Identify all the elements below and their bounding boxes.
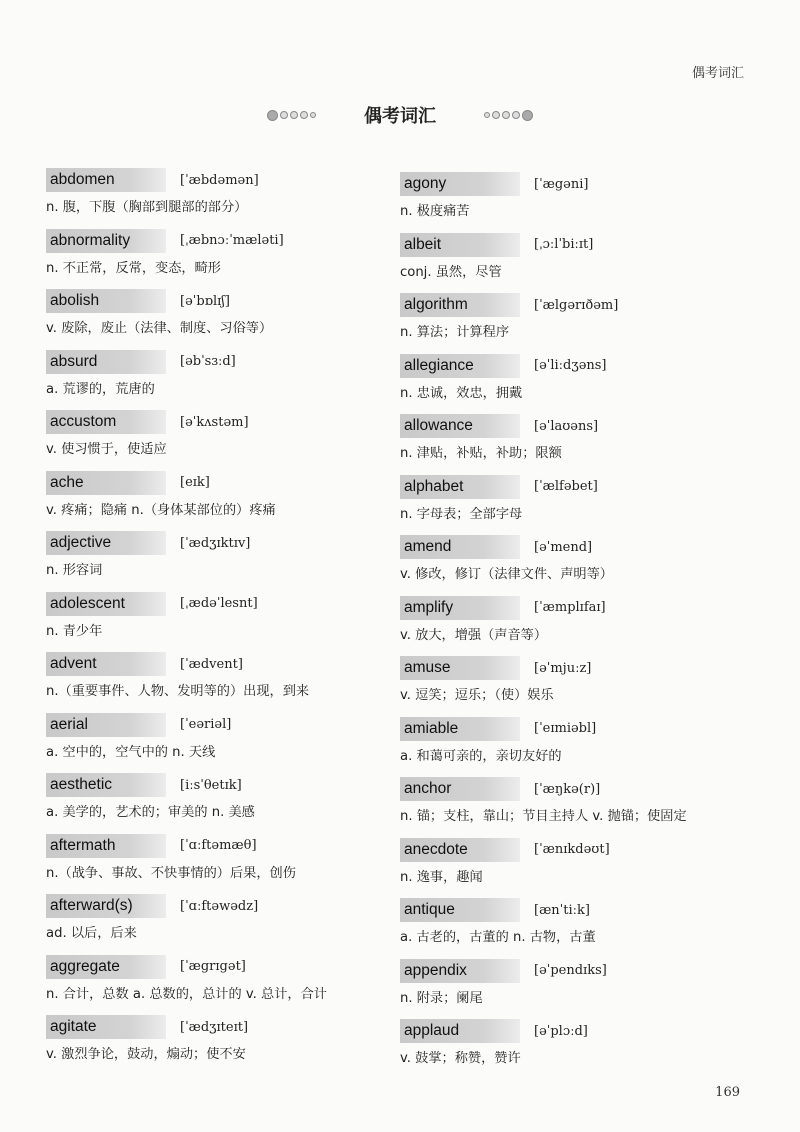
- vocab-headline: [46, 531, 386, 555]
- phonetic: [əˈmjuːz]: [534, 660, 592, 676]
- vocab-headline: [400, 656, 740, 680]
- vocab-headline: [400, 959, 740, 983]
- dot-icon: [310, 112, 316, 118]
- phonetic: [ˈægəni]: [534, 176, 589, 192]
- phonetic: [ˈælfəbet]: [534, 479, 598, 494]
- dot-icon: [484, 112, 490, 118]
- vocab-headline: [46, 834, 386, 858]
- definition: n. 津贴，补贴，补助；限额: [400, 446, 562, 461]
- headword: aesthetic: [46, 773, 166, 797]
- phonetic: [əˈpendɪks]: [534, 963, 607, 978]
- definition: v. 激烈争论，鼓动，煽动；使不安: [46, 1047, 246, 1062]
- phonetic: [əˈliːdʒəns]: [534, 358, 607, 373]
- headword: agony: [400, 172, 520, 196]
- headword: absurd: [46, 350, 166, 374]
- phonetic: [əˈmend]: [534, 539, 593, 555]
- vocab-headline: [46, 350, 386, 374]
- definition: v. 放大，增强（声音等）: [400, 627, 548, 643]
- phonetic: [ˈɑːftəwədz]: [180, 898, 259, 914]
- definition: v. 鼓掌；称赞，赞许: [400, 1051, 521, 1066]
- vocab-headline: [46, 773, 386, 797]
- vocab-headline: [400, 172, 740, 196]
- phonetic: [ˈæmplɪfaɪ]: [534, 600, 606, 615]
- definition: n. 忠诚，效忠，拥戴: [400, 385, 523, 401]
- headword: adolescent: [46, 592, 166, 616]
- vocab-entry: [46, 773, 386, 834]
- headword: amend: [400, 535, 520, 559]
- headword: algorithm: [400, 293, 520, 317]
- headword: advent: [46, 652, 166, 676]
- definition: ad. 以后，后来: [46, 926, 137, 941]
- dot-icon: [267, 110, 278, 121]
- phonetic: [ˈægrɪgət]: [180, 959, 246, 974]
- vocab-column-left: [46, 168, 386, 1076]
- phonetic: [ˌɔːlˈbiːɪt]: [534, 237, 594, 252]
- vocab-entry: [46, 471, 386, 532]
- phonetic: [ˈælgərɪðəm]: [534, 297, 619, 313]
- headword: applaud: [400, 1019, 520, 1043]
- vocab-headline: [46, 713, 386, 737]
- vocab-headline: [400, 777, 740, 801]
- phonetic: [ˈænɪkdəʊt]: [534, 842, 610, 857]
- vocab-entry: [400, 233, 740, 294]
- vocab-headline: [46, 955, 386, 979]
- phonetic: [ˌæbnɔːˈmæləti]: [180, 233, 284, 248]
- dot-icon: [512, 111, 520, 119]
- phonetic: [əˈkʌstəm]: [180, 414, 249, 430]
- vocab-entry: [400, 959, 740, 1020]
- vocab-headline: [46, 168, 386, 192]
- vocab-headline: [46, 592, 386, 616]
- running-head: 偶考词汇: [691, 66, 744, 81]
- definition: n.（重要事件、人物、发明等的）出现，到来: [46, 684, 310, 699]
- headword: abdomen: [46, 168, 166, 192]
- vocab-entry: [400, 596, 740, 657]
- headword: aftermath: [46, 834, 166, 858]
- vocab-headline: [400, 233, 740, 257]
- vocab-entry: [46, 894, 386, 955]
- vocab-headline: [400, 354, 740, 378]
- vocab-entry: [400, 656, 740, 717]
- vocab-entry: [400, 777, 740, 838]
- vocab-column-right: [400, 172, 740, 1080]
- phonetic: [ænˈtiːk]: [534, 902, 590, 918]
- headword: abolish: [46, 289, 166, 313]
- definition: n.（战争、事故、不快事情的）后果，创伤: [46, 865, 296, 881]
- definition: a. 荒谬的，荒唐的: [46, 381, 155, 397]
- definition: n. 青少年: [46, 623, 103, 639]
- vocab-entry: [400, 898, 740, 959]
- vocab-entry: [46, 1015, 386, 1076]
- vocab-headline: [46, 1015, 386, 1039]
- phonetic: [ˈeəriəl]: [180, 717, 232, 732]
- definition: n. 字母表；全部字母: [400, 506, 523, 522]
- vocab-entry: [46, 410, 386, 471]
- definition: a. 古老的，古董的 n. 古物，古董: [400, 930, 596, 945]
- definition: n. 合计，总数 a. 总数的，总计的 v. 总计，合计: [46, 986, 327, 1002]
- vocab-headline: [400, 1019, 740, 1043]
- definition: n. 锚；支柱，靠山；节目主持人 v. 抛锚；使固定: [400, 809, 687, 824]
- vocab-entry: [400, 838, 740, 899]
- definition: n. 附录；阑尾: [400, 990, 483, 1006]
- vocab-headline: [46, 410, 386, 434]
- headword: anecdote: [400, 838, 520, 862]
- vocab-headline: [400, 838, 740, 862]
- phonetic: [ˈædʒɪktɪv]: [180, 535, 251, 551]
- vocab-headline: [46, 652, 386, 676]
- vocab-entry: [46, 955, 386, 1016]
- phonetic: [ˈæbdəmən]: [180, 172, 259, 188]
- section-title: 偶考词汇: [364, 106, 436, 127]
- headword: aggregate: [46, 955, 166, 979]
- headword: albeit: [400, 233, 520, 257]
- vocab-entry: [46, 713, 386, 774]
- phonetic: [ˈæŋkə(r)]: [534, 781, 601, 797]
- vocab-entry: [46, 350, 386, 411]
- vocab-entry: [46, 229, 386, 290]
- headword: alphabet: [400, 475, 520, 499]
- headword: ache: [46, 471, 166, 495]
- definition: a. 和蔼可亲的，亲切友好的: [400, 748, 562, 764]
- headword: agitate: [46, 1015, 166, 1039]
- phonetic: [əˈbɒlɪʃ]: [180, 293, 230, 309]
- definition: conj. 虽然，尽管: [400, 264, 502, 280]
- phonetic: [əˈlaʊəns]: [534, 418, 599, 434]
- phonetic: [əbˈsɜːd]: [180, 354, 236, 369]
- headword: aerial: [46, 713, 166, 737]
- headword: adjective: [46, 531, 166, 555]
- headword: anchor: [400, 777, 520, 801]
- vocab-entry: [400, 172, 740, 233]
- section-title-row: [0, 102, 800, 128]
- definition: n. 算法；计算程序: [400, 325, 510, 340]
- vocab-entry: [46, 531, 386, 592]
- headword: appendix: [400, 959, 520, 983]
- definition: n. 逸事，趣闻: [400, 869, 483, 885]
- vocab-entry: [400, 475, 740, 536]
- vocab-entry: [400, 293, 740, 354]
- vocab-headline: [46, 471, 386, 495]
- definition: n. 不正常，反常，变态，畸形: [46, 260, 221, 276]
- headword: antique: [400, 898, 520, 922]
- vocab-entry: [46, 592, 386, 653]
- phonetic: [ˈeɪmiəbl]: [534, 721, 597, 736]
- vocab-headline: [46, 229, 386, 253]
- headword: accustom: [46, 410, 166, 434]
- definition: a. 美学的，艺术的；审美的 n. 美感: [46, 805, 255, 820]
- vocab-entry: [400, 535, 740, 596]
- phonetic: [eɪk]: [180, 475, 210, 490]
- definition: v. 废除，废止（法律、制度、习俗等）: [46, 321, 273, 336]
- phonetic: [ˌædəˈlesnt]: [180, 596, 258, 611]
- vocab-headline: [400, 535, 740, 559]
- definition: v. 疼痛；隐痛 n.（身体某部位的）疼痛: [46, 502, 276, 518]
- dot-icon: [522, 110, 533, 121]
- definition: n. 极度痛苦: [400, 204, 470, 219]
- headword: amiable: [400, 717, 520, 741]
- vocab-headline: [46, 289, 386, 313]
- vocab-entry: [400, 354, 740, 415]
- headword: amplify: [400, 596, 520, 620]
- vocab-headline: [400, 898, 740, 922]
- headword: afterward(s): [46, 894, 166, 918]
- vocab-headline: [400, 596, 740, 620]
- phonetic: [əˈplɔːd]: [534, 1023, 588, 1039]
- decorative-dots-right: [484, 110, 533, 121]
- vocab-entry: [400, 1019, 740, 1080]
- vocab-headline: [400, 717, 740, 741]
- phonetic: [ˈɑːftəmæθ]: [180, 838, 257, 853]
- vocab-entry: [46, 652, 386, 713]
- definition: a. 空中的，空气中的 n. 天线: [46, 744, 216, 760]
- vocab-headline: [400, 475, 740, 499]
- phonetic: [ˈædʒɪteɪt]: [180, 1019, 249, 1035]
- dot-icon: [300, 111, 308, 119]
- headword: amuse: [400, 656, 520, 680]
- definition: v. 使习惯于，使适应: [46, 442, 167, 457]
- dot-icon: [290, 111, 298, 119]
- vocab-headline: [400, 293, 740, 317]
- vocab-entry: [46, 834, 386, 895]
- vocab-entry: [400, 717, 740, 778]
- vocab-headline: [400, 414, 740, 438]
- definition: v. 修改，修订（法律文件、声明等）: [400, 567, 613, 582]
- headword: abnormality: [46, 229, 166, 253]
- definition: n. 腹，下腹（胸部到腿部的部分）: [46, 200, 248, 215]
- headword: allowance: [400, 414, 520, 438]
- vocab-entry: [400, 414, 740, 475]
- page-number: 169: [715, 1085, 740, 1100]
- vocab-entry: [46, 168, 386, 229]
- phonetic: [iːsˈθetɪk]: [180, 777, 242, 793]
- vocab-headline: [46, 894, 386, 918]
- vocab-entry: [46, 289, 386, 350]
- dot-icon: [502, 111, 510, 119]
- decorative-dots-left: [267, 110, 316, 121]
- dot-icon: [492, 111, 500, 119]
- definition: v. 逗笑；逗乐；（使）娱乐: [400, 688, 554, 703]
- headword: allegiance: [400, 354, 520, 378]
- definition: n. 形容词: [46, 563, 103, 578]
- phonetic: [ˈædvent]: [180, 656, 243, 672]
- dot-icon: [280, 111, 288, 119]
